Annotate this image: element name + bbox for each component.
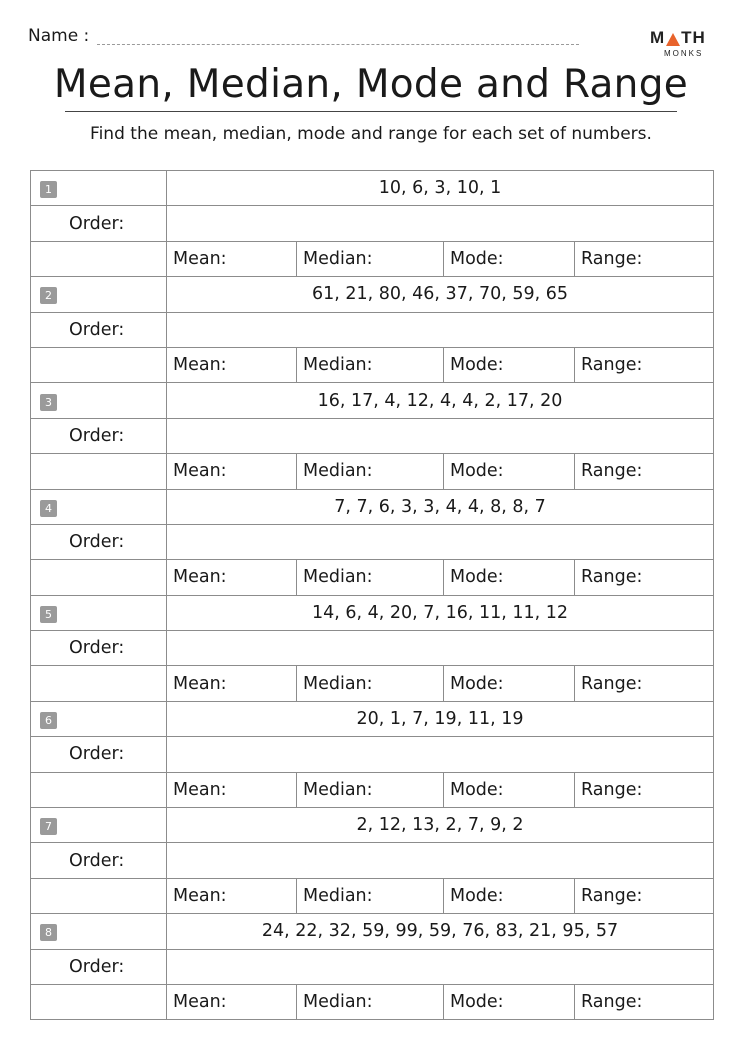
mode-answer-cell[interactable]: Mode: <box>444 984 575 1019</box>
order-row <box>31 524 714 559</box>
order-answer-space[interactable] <box>167 418 714 453</box>
order-answer-space[interactable] <box>167 206 714 241</box>
problem-header-row <box>31 171 714 206</box>
stats-row-spacer <box>31 241 167 276</box>
mode-answer-cell[interactable]: Mode: <box>444 666 575 701</box>
page-title: Mean, Median, Mode and Range <box>53 62 689 107</box>
problem-number-cell <box>31 914 167 949</box>
stats-row <box>31 772 714 807</box>
mode-answer-cell[interactable]: Mode: <box>444 772 575 807</box>
stats-row-spacer <box>31 878 167 913</box>
mean-answer-cell[interactable]: Mean: <box>167 984 297 1019</box>
order-label: Order: <box>31 312 167 347</box>
range-answer-cell[interactable]: Range: <box>575 241 714 276</box>
problem-number-badge: 6 <box>40 712 57 729</box>
stats-row <box>31 347 714 382</box>
mean-answer-cell[interactable]: Mean: <box>167 772 297 807</box>
mean-answer-cell[interactable]: Mean: <box>167 454 297 489</box>
mean-answer-cell[interactable]: Mean: <box>167 878 297 913</box>
worksheet-table <box>30 170 714 1020</box>
number-set: 10, 6, 3, 10, 1 <box>167 171 714 206</box>
number-set: 16, 17, 4, 12, 4, 4, 2, 17, 20 <box>167 383 714 418</box>
problem-number-cell <box>31 701 167 736</box>
stats-row-spacer <box>31 347 167 382</box>
range-answer-cell[interactable]: Range: <box>575 666 714 701</box>
order-label: Order: <box>31 737 167 772</box>
problem-number-cell <box>31 171 167 206</box>
problem-number-badge: 3 <box>40 394 57 411</box>
stats-row-spacer <box>31 984 167 1019</box>
logo-text-th: TH <box>681 28 706 47</box>
problem-header-row <box>31 701 714 736</box>
number-set: 61, 21, 80, 46, 37, 70, 59, 65 <box>167 277 714 312</box>
median-answer-cell[interactable]: Median: <box>297 241 444 276</box>
problem-header-row <box>31 277 714 312</box>
median-answer-cell[interactable]: Median: <box>297 347 444 382</box>
number-set: 14, 6, 4, 20, 7, 16, 11, 11, 12 <box>167 595 714 630</box>
number-set: 2, 12, 13, 2, 7, 9, 2 <box>167 808 714 843</box>
math-monks-logo <box>650 28 720 58</box>
mean-answer-cell[interactable]: Mean: <box>167 347 297 382</box>
problem-number-badge: 4 <box>40 500 57 517</box>
order-row <box>31 206 714 241</box>
stats-row <box>31 984 714 1019</box>
title-underline <box>65 111 677 112</box>
stats-row-spacer <box>31 666 167 701</box>
order-label: Order: <box>31 949 167 984</box>
order-row <box>31 631 714 666</box>
order-answer-space[interactable] <box>167 949 714 984</box>
name-write-line[interactable] <box>97 44 579 45</box>
stats-row <box>31 666 714 701</box>
stats-row-spacer <box>31 772 167 807</box>
median-answer-cell[interactable]: Median: <box>297 772 444 807</box>
problem-number-badge: 5 <box>40 606 57 623</box>
problem-header-row <box>31 383 714 418</box>
order-answer-space[interactable] <box>167 631 714 666</box>
problem-number-cell <box>31 383 167 418</box>
mode-answer-cell[interactable]: Mode: <box>444 241 575 276</box>
order-row <box>31 418 714 453</box>
mode-answer-cell[interactable]: Mode: <box>444 454 575 489</box>
problem-number-badge: 1 <box>40 181 57 198</box>
problem-header-row <box>31 808 714 843</box>
mean-answer-cell[interactable]: Mean: <box>167 241 297 276</box>
order-answer-space[interactable] <box>167 312 714 347</box>
stats-row <box>31 454 714 489</box>
stats-row <box>31 241 714 276</box>
stats-row <box>31 560 714 595</box>
name-label: Name : <box>28 26 90 46</box>
problem-number-cell <box>31 277 167 312</box>
logo-triangle-icon <box>666 33 680 46</box>
logo-text-m: M <box>650 28 666 47</box>
problem-header-row <box>31 914 714 949</box>
range-answer-cell[interactable]: Range: <box>575 347 714 382</box>
problem-number-cell <box>31 595 167 630</box>
range-answer-cell[interactable]: Range: <box>575 878 714 913</box>
median-answer-cell[interactable]: Median: <box>297 984 444 1019</box>
mode-answer-cell[interactable]: Mode: <box>444 347 575 382</box>
order-answer-space[interactable] <box>167 843 714 878</box>
median-answer-cell[interactable]: Median: <box>297 454 444 489</box>
mode-answer-cell[interactable]: Mode: <box>444 878 575 913</box>
problem-number-badge: 7 <box>40 818 57 835</box>
median-answer-cell[interactable]: Median: <box>297 560 444 595</box>
order-label: Order: <box>31 631 167 666</box>
problem-number-badge: 2 <box>40 287 57 304</box>
range-answer-cell[interactable]: Range: <box>575 560 714 595</box>
order-row <box>31 843 714 878</box>
mode-answer-cell[interactable]: Mode: <box>444 560 575 595</box>
problem-number-cell <box>31 808 167 843</box>
order-row <box>31 737 714 772</box>
number-set: 24, 22, 32, 59, 99, 59, 76, 83, 21, 95, 57 <box>167 914 714 949</box>
stats-row-spacer <box>31 560 167 595</box>
name-field <box>28 26 579 46</box>
problem-number-cell <box>31 489 167 524</box>
instructions: Find the mean, median, mode and range for each set of numbers. <box>90 124 652 144</box>
median-answer-cell[interactable]: Median: <box>297 666 444 701</box>
range-answer-cell[interactable]: Range: <box>575 772 714 807</box>
mean-answer-cell[interactable]: Mean: <box>167 666 297 701</box>
logo-text-monks: MONKS <box>664 49 704 58</box>
range-answer-cell[interactable]: Range: <box>575 984 714 1019</box>
mean-answer-cell[interactable]: Mean: <box>167 560 297 595</box>
stats-row-spacer <box>31 454 167 489</box>
problem-header-row <box>31 595 714 630</box>
stats-row <box>31 878 714 913</box>
order-row <box>31 949 714 984</box>
order-label: Order: <box>31 524 167 559</box>
problem-number-badge: 8 <box>40 924 57 941</box>
order-row <box>31 312 714 347</box>
order-answer-space[interactable] <box>167 524 714 559</box>
range-answer-cell[interactable]: Range: <box>575 454 714 489</box>
order-answer-space[interactable] <box>167 737 714 772</box>
problem-header-row <box>31 489 714 524</box>
median-answer-cell[interactable]: Median: <box>297 878 444 913</box>
number-set: 20, 1, 7, 19, 11, 19 <box>167 701 714 736</box>
order-label: Order: <box>31 206 167 241</box>
order-label: Order: <box>31 843 167 878</box>
number-set: 7, 7, 6, 3, 3, 4, 4, 8, 8, 7 <box>167 489 714 524</box>
order-label: Order: <box>31 418 167 453</box>
